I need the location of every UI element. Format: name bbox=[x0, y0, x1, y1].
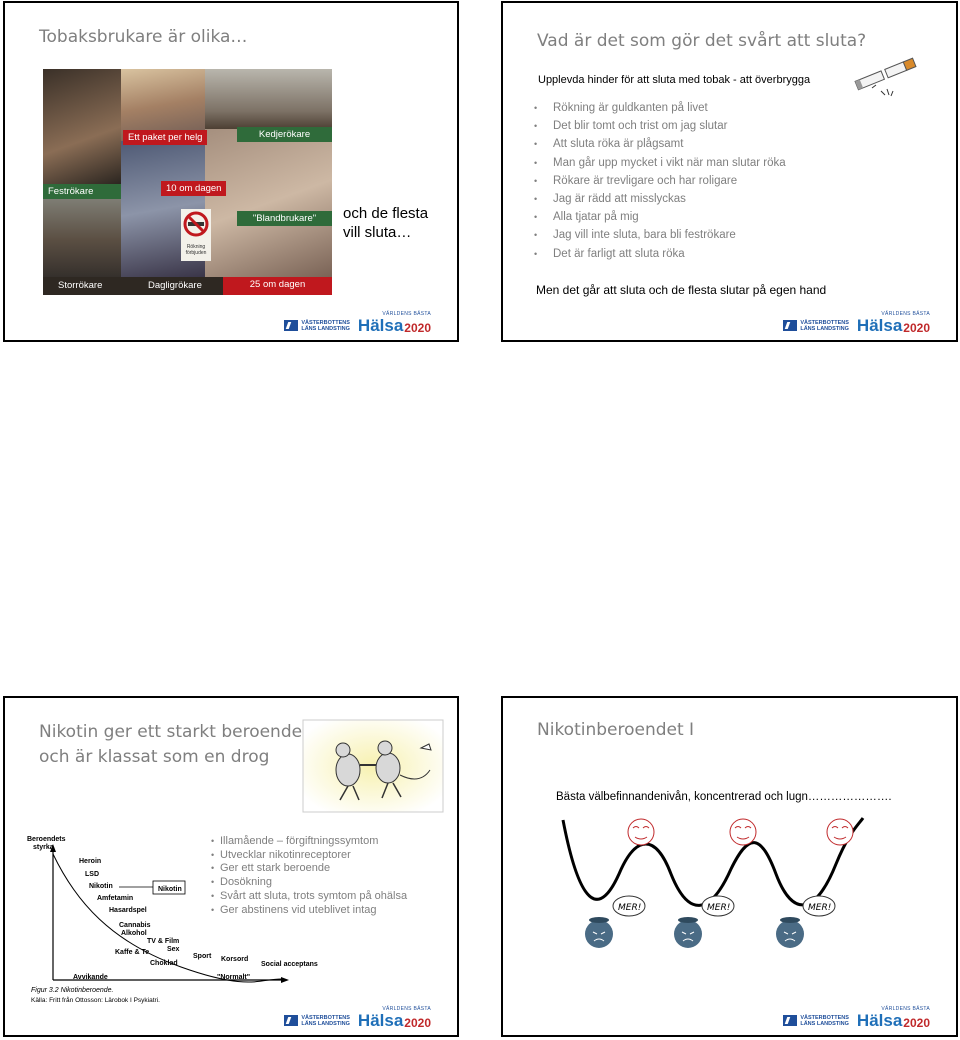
halsa2020-logo bbox=[856, 311, 930, 335]
halsa-year: 2020 bbox=[903, 1016, 930, 1030]
vll-line: LÄNS LANDSTING bbox=[301, 1020, 350, 1027]
craving-face-icon bbox=[585, 917, 613, 948]
vll-line: VÄSTERBOTTENS bbox=[800, 319, 849, 326]
smokers-photo-collage bbox=[43, 69, 332, 295]
list-item: • Ger abstinens vid uteblivet intag bbox=[211, 904, 407, 918]
halsa-word: Hälsa bbox=[357, 316, 404, 335]
halsa2020-logo bbox=[856, 1006, 930, 1030]
speech-bubble bbox=[702, 896, 734, 916]
chart-item: Sex bbox=[167, 946, 180, 953]
halsa-tagline: VÄRLDENS BÄSTA bbox=[881, 1006, 930, 1012]
speech-bubble bbox=[803, 896, 835, 916]
chart-item: Kaffe & Te bbox=[115, 949, 150, 956]
chart-item: Hasardspel bbox=[109, 907, 147, 914]
chart-item: Social acceptans bbox=[261, 961, 318, 968]
list-item: • Illamående – förgiftningssymtom bbox=[211, 835, 407, 849]
halsa-tagline: VÄRLDENS BÄSTA bbox=[382, 311, 431, 317]
obstacle-list bbox=[534, 99, 786, 263]
chart-item: Choklad bbox=[150, 960, 178, 967]
vll-logo bbox=[284, 1015, 350, 1027]
vll-mark-icon bbox=[284, 320, 298, 331]
halsa-tagline: VÄRLDENS BÄSTA bbox=[382, 1006, 431, 1012]
vll-mark-icon bbox=[783, 320, 797, 331]
bubble-text: MER! bbox=[707, 903, 731, 913]
slide-title bbox=[39, 720, 302, 770]
logo-bar bbox=[284, 1006, 431, 1030]
slide-title: Tobaksbrukare är olika… bbox=[39, 27, 248, 47]
slide-nikotinberoendet[interactable] bbox=[501, 696, 958, 1037]
figure-source: Källa: Fritt från Ottosson: Lärobok I Psykiatri. bbox=[31, 997, 160, 1004]
nicotine-effects-list bbox=[211, 835, 407, 917]
x-label-mid: "Normalt" bbox=[217, 974, 251, 981]
label-storrokare: Storrökare bbox=[58, 280, 103, 291]
list-item: • Ger ett stark beroende bbox=[211, 862, 407, 876]
y-label: Beroendets bbox=[27, 836, 66, 843]
sign-text: Rökning förbjuden bbox=[185, 244, 207, 256]
list-item: • Alla tjatar på mig bbox=[534, 208, 786, 226]
craving-face-icon bbox=[776, 917, 804, 948]
side-text bbox=[343, 204, 428, 242]
vll-line: VÄSTERBOTTENS bbox=[800, 1014, 849, 1021]
label-dagligrokare: Dagligrökare bbox=[148, 280, 202, 291]
label-blandbrukare: "Blandbrukare" bbox=[237, 211, 332, 226]
list-item: • Att sluta röka är plågsamt bbox=[534, 135, 786, 153]
slide-svart-att-sluta[interactable] bbox=[501, 1, 958, 342]
halsa-year: 2020 bbox=[404, 1016, 431, 1030]
halsa-word: Hälsa bbox=[856, 1011, 903, 1030]
halsa-year: 2020 bbox=[903, 321, 930, 335]
happy-face-icon bbox=[628, 819, 654, 845]
vll-logo bbox=[783, 1015, 849, 1027]
halsa-word: Hälsa bbox=[856, 316, 903, 335]
side-text-line: vill sluta… bbox=[343, 224, 412, 241]
list-item: • Det är farligt att sluta röka bbox=[534, 245, 786, 263]
label-festrokare: Feströkare bbox=[43, 184, 121, 199]
chart-item: Amfetamin bbox=[97, 895, 134, 902]
chart-item: Korsord bbox=[221, 956, 249, 963]
x-label-left: Avvikande bbox=[73, 974, 108, 981]
craving-face-icon bbox=[674, 917, 702, 948]
list-item: • Det blir tomt och trist om jag slutar bbox=[534, 117, 786, 135]
title-line: och är klassat som en drog bbox=[39, 747, 270, 767]
vll-line: VÄSTERBOTTENS bbox=[301, 1014, 350, 1021]
chart-item: Nikotin bbox=[89, 883, 113, 890]
vll-mark-icon bbox=[284, 1015, 298, 1026]
logo-bar bbox=[284, 311, 431, 335]
slide-nikotin-drog[interactable] bbox=[3, 696, 459, 1037]
no-smoking-icon bbox=[181, 209, 211, 239]
vll-logo bbox=[284, 320, 350, 332]
label-ett-paket: Ett paket per helg bbox=[123, 130, 207, 145]
label-kedjerokare: Kedjerökare bbox=[237, 127, 332, 142]
chart-item: Alkohol bbox=[121, 930, 147, 937]
slide-title: Vad är det som gör det svårt att sluta? bbox=[537, 31, 867, 51]
cartoon-mice-illustration bbox=[303, 720, 443, 812]
side-text-line: och de flesta bbox=[343, 205, 429, 222]
slide-tobaksbrukare[interactable] bbox=[3, 1, 459, 342]
figure-caption: Figur 3.2 Nikotinberoende. bbox=[31, 987, 114, 994]
boxed-label: Nikotin bbox=[158, 886, 182, 893]
vll-line: LÄNS LANDSTING bbox=[800, 325, 849, 332]
list-item: • Jag är rädd att misslyckas bbox=[534, 190, 786, 208]
chart-item: Heroin bbox=[79, 858, 102, 865]
halsa-word: Hälsa bbox=[357, 1011, 404, 1030]
vll-line: LÄNS LANDSTING bbox=[301, 325, 350, 332]
list-item: • Rökare är trevligare och har roligare bbox=[534, 172, 786, 190]
happy-face-icon bbox=[730, 819, 756, 845]
vll-mark-icon bbox=[783, 1015, 797, 1026]
logo-bar bbox=[783, 1006, 930, 1030]
no-smoking-sign bbox=[181, 209, 211, 261]
vll-line: LÄNS LANDSTING bbox=[800, 1020, 849, 1027]
vll-line: VÄSTERBOTTENS bbox=[301, 319, 350, 326]
photo-tile bbox=[205, 129, 332, 277]
photo-tile bbox=[43, 69, 121, 184]
photo-tile bbox=[205, 69, 332, 129]
list-item: • Jag vill inte sluta, bara bli feströkare bbox=[534, 226, 786, 244]
slide-footer-text: Men det går att sluta och de flesta slutar på egen hand bbox=[536, 283, 827, 297]
logo-bar bbox=[783, 311, 930, 335]
bubble-text: MER! bbox=[808, 903, 832, 913]
bubble-text: MER! bbox=[618, 903, 642, 913]
slide-title: Nikotinberoendet I bbox=[537, 720, 695, 740]
speech-bubble bbox=[613, 896, 645, 916]
happy-face-icon bbox=[827, 819, 853, 845]
list-item: • Rökning är guldkanten på livet bbox=[534, 99, 786, 117]
halsa-year: 2020 bbox=[404, 321, 431, 335]
chart-item: LSD bbox=[85, 871, 99, 878]
broken-cigarette-icon bbox=[851, 49, 923, 101]
halsa2020-logo bbox=[357, 1006, 431, 1030]
halsa-tagline: VÄRLDENS BÄSTA bbox=[881, 311, 930, 317]
wave-line bbox=[563, 818, 863, 905]
chart-item: TV & Film bbox=[147, 938, 180, 945]
list-item: • Man går upp mycket i vikt när man slutar röka bbox=[534, 154, 786, 172]
halsa2020-logo bbox=[357, 311, 431, 335]
list-item: • Dosökning bbox=[211, 876, 407, 890]
label-10-om-dagen: 10 om dagen bbox=[161, 181, 226, 196]
label-25-om-dagen: 25 om dagen bbox=[223, 277, 332, 295]
title-line: Nikotin ger ett starkt beroende bbox=[39, 722, 303, 742]
chart-item: Sport bbox=[193, 953, 212, 960]
vll-logo bbox=[783, 320, 849, 332]
craving-wave-illustration bbox=[561, 814, 871, 956]
slide-subtitle: Upplevda hinder för att sluta med tobak - att överbrygga bbox=[538, 74, 811, 86]
list-item: • Svårt att sluta, trots symtom på ohälsa bbox=[211, 890, 407, 904]
y-label: styrka bbox=[33, 844, 54, 851]
list-item: • Utvecklar nikotinreceptorer bbox=[211, 849, 407, 863]
chart-item: Cannabis bbox=[119, 922, 151, 929]
slide-text: Bästa välbefinnandenivån, koncentrerad och lugn…………………. bbox=[556, 791, 892, 803]
